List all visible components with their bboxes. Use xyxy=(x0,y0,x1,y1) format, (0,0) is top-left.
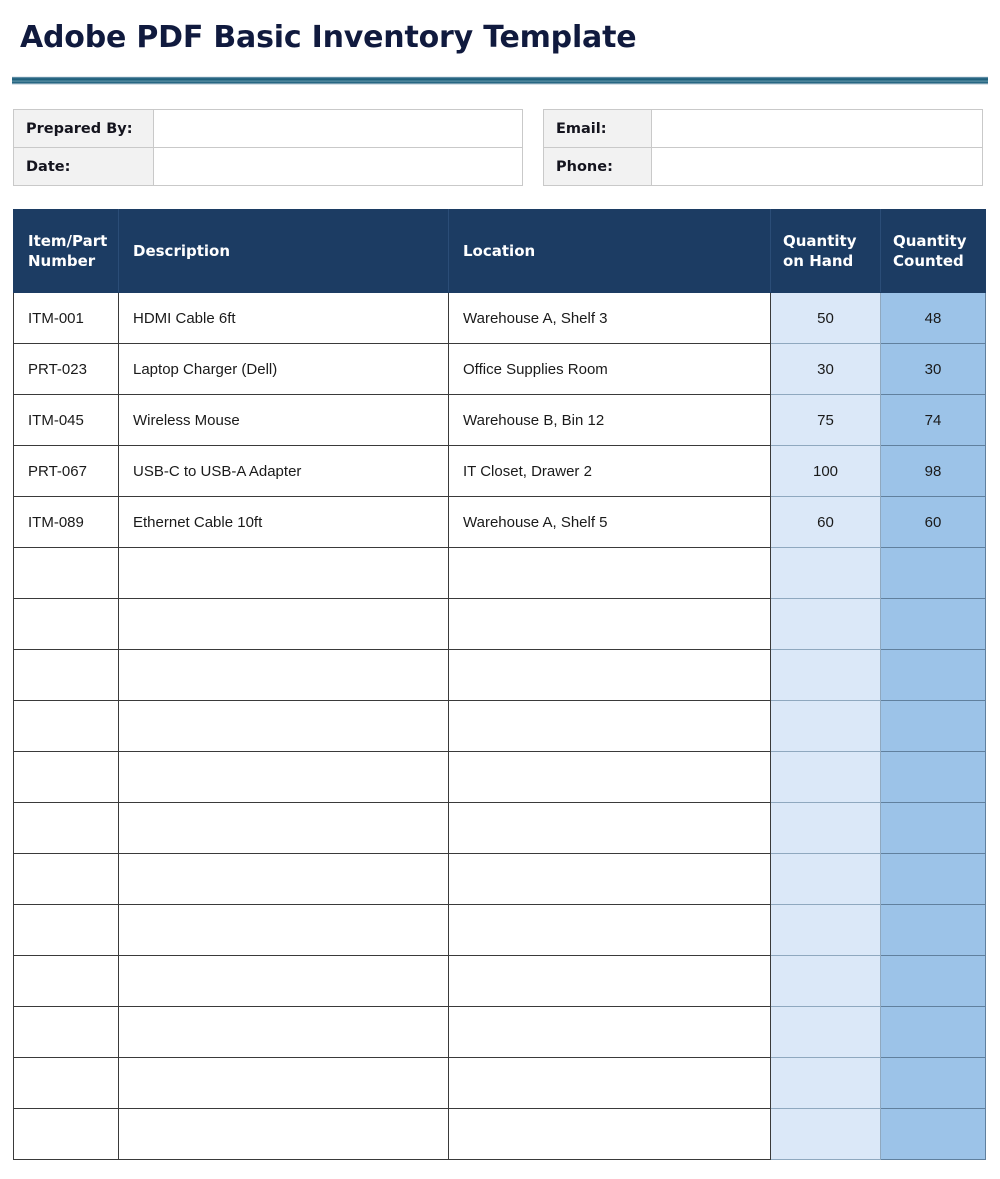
cell-item-part-number[interactable] xyxy=(14,548,119,599)
cell-quantity-on-hand[interactable]: 30 xyxy=(771,344,881,395)
table-row xyxy=(14,548,986,599)
cell-quantity-on-hand[interactable]: 60 xyxy=(771,497,881,548)
cell-quantity-counted[interactable] xyxy=(881,905,986,956)
cell-description[interactable] xyxy=(119,599,449,650)
cell-description[interactable] xyxy=(119,956,449,1007)
cell-item-part-number[interactable]: PRT-067 xyxy=(14,446,119,497)
cell-quantity-on-hand[interactable] xyxy=(771,650,881,701)
cell-quantity-on-hand[interactable] xyxy=(771,1109,881,1160)
cell-item-part-number[interactable] xyxy=(14,599,119,650)
table-row xyxy=(14,701,986,752)
cell-item-part-number[interactable] xyxy=(14,650,119,701)
email-label: Email: xyxy=(544,110,652,148)
cell-location[interactable] xyxy=(449,1109,771,1160)
table-row xyxy=(14,599,986,650)
cell-item-part-number[interactable] xyxy=(14,701,119,752)
table-row xyxy=(14,395,986,446)
cell-location[interactable] xyxy=(449,599,771,650)
table-row xyxy=(14,956,986,1007)
cell-location[interactable] xyxy=(449,803,771,854)
cell-location[interactable]: IT Closet, Drawer 2 xyxy=(449,446,771,497)
cell-location[interactable]: Warehouse B, Bin 12 xyxy=(449,395,771,446)
column-header-location xyxy=(449,210,771,293)
cell-location[interactable] xyxy=(449,905,771,956)
cell-description[interactable] xyxy=(119,905,449,956)
cell-item-part-number[interactable] xyxy=(14,1007,119,1058)
prepared-by-row xyxy=(14,110,523,148)
cell-quantity-counted[interactable] xyxy=(881,701,986,752)
email-row xyxy=(544,110,983,148)
date-row xyxy=(14,148,523,186)
cell-quantity-on-hand[interactable] xyxy=(771,905,881,956)
cell-quantity-counted[interactable]: 30 xyxy=(881,344,986,395)
page-title: Adobe PDF Basic Inventory Template xyxy=(20,20,637,55)
column-header-quantity-counted xyxy=(881,210,986,293)
cell-location[interactable] xyxy=(449,1058,771,1109)
inventory-table-body xyxy=(14,293,986,1160)
header-divider xyxy=(12,76,988,85)
header-line-1: Location xyxy=(463,242,536,260)
inventory-table xyxy=(13,209,986,1160)
cell-quantity-on-hand[interactable] xyxy=(771,599,881,650)
cell-description[interactable] xyxy=(119,854,449,905)
date-input[interactable] xyxy=(154,148,523,186)
prepared-by-input[interactable] xyxy=(154,110,523,148)
cell-quantity-counted[interactable]: 48 xyxy=(881,293,986,344)
cell-quantity-counted[interactable] xyxy=(881,803,986,854)
cell-location[interactable] xyxy=(449,854,771,905)
cell-description[interactable]: USB-C to USB-A Adapter xyxy=(119,446,449,497)
cell-description[interactable] xyxy=(119,650,449,701)
cell-item-part-number[interactable]: ITM-001 xyxy=(14,293,119,344)
cell-quantity-counted[interactable] xyxy=(881,1109,986,1160)
column-header-quantity-on-hand xyxy=(771,210,881,293)
cell-quantity-counted[interactable] xyxy=(881,1007,986,1058)
header-line-1: Quantity xyxy=(893,232,967,250)
header-line-1: Quantity xyxy=(783,232,857,250)
inventory-table-wrap xyxy=(13,209,985,1160)
table-row xyxy=(14,650,986,701)
cell-item-part-number[interactable]: PRT-023 xyxy=(14,344,119,395)
title-block xyxy=(0,0,1000,58)
cell-quantity-on-hand[interactable] xyxy=(771,1007,881,1058)
cell-location[interactable] xyxy=(449,1007,771,1058)
cell-quantity-counted[interactable] xyxy=(881,548,986,599)
cell-quantity-on-hand[interactable] xyxy=(771,1058,881,1109)
prepared-by-table xyxy=(13,109,523,186)
email-input[interactable] xyxy=(652,110,983,148)
cell-quantity-on-hand[interactable] xyxy=(771,701,881,752)
cell-quantity-counted[interactable] xyxy=(881,956,986,1007)
cell-item-part-number[interactable] xyxy=(14,803,119,854)
cell-location[interactable] xyxy=(449,548,771,599)
cell-description[interactable] xyxy=(119,1007,449,1058)
cell-description[interactable] xyxy=(119,1109,449,1160)
table-row xyxy=(14,1007,986,1058)
header-line-2: on Hand xyxy=(783,252,854,270)
cell-description[interactable]: Wireless Mouse xyxy=(119,395,449,446)
cell-quantity-counted[interactable] xyxy=(881,1058,986,1109)
table-row xyxy=(14,1109,986,1160)
date-label: Date: xyxy=(14,148,154,186)
cell-quantity-on-hand[interactable] xyxy=(771,548,881,599)
cell-description[interactable]: Laptop Charger (Dell) xyxy=(119,344,449,395)
header-line-1: Description xyxy=(133,242,231,260)
table-row xyxy=(14,752,986,803)
inventory-table-head xyxy=(14,210,986,293)
cell-item-part-number[interactable] xyxy=(14,956,119,1007)
cell-description[interactable] xyxy=(119,803,449,854)
cell-location[interactable] xyxy=(449,650,771,701)
table-row xyxy=(14,803,986,854)
cell-quantity-on-hand[interactable]: 50 xyxy=(771,293,881,344)
cell-item-part-number[interactable] xyxy=(14,1058,119,1109)
header-line-1: Item/Part xyxy=(28,232,108,250)
cell-quantity-counted[interactable]: 98 xyxy=(881,446,986,497)
cell-quantity-counted[interactable] xyxy=(881,854,986,905)
cell-location[interactable]: Office Supplies Room xyxy=(449,344,771,395)
table-row xyxy=(14,446,986,497)
cell-description[interactable]: HDMI Cable 6ft xyxy=(119,293,449,344)
cell-quantity-on-hand[interactable]: 100 xyxy=(771,446,881,497)
cell-description[interactable] xyxy=(119,548,449,599)
header-line-2: Number xyxy=(28,252,96,270)
table-row xyxy=(14,905,986,956)
cell-location[interactable]: Warehouse A, Shelf 5 xyxy=(449,497,771,548)
table-row xyxy=(14,1058,986,1109)
cell-quantity-on-hand[interactable]: 75 xyxy=(771,395,881,446)
cell-quantity-on-hand[interactable] xyxy=(771,956,881,1007)
table-row xyxy=(14,854,986,905)
cell-item-part-number[interactable] xyxy=(14,752,119,803)
cell-item-part-number[interactable] xyxy=(14,905,119,956)
cell-item-part-number[interactable]: ITM-089 xyxy=(14,497,119,548)
phone-label: Phone: xyxy=(544,148,652,186)
cell-description[interactable] xyxy=(119,1058,449,1109)
cell-item-part-number[interactable] xyxy=(14,1109,119,1160)
cell-location[interactable] xyxy=(449,752,771,803)
cell-quantity-on-hand[interactable] xyxy=(771,854,881,905)
cell-item-part-number[interactable] xyxy=(14,854,119,905)
column-header-description xyxy=(119,210,449,293)
cell-quantity-on-hand[interactable] xyxy=(771,803,881,854)
cell-location[interactable]: Warehouse A, Shelf 3 xyxy=(449,293,771,344)
cell-quantity-counted[interactable] xyxy=(881,752,986,803)
header-row xyxy=(14,210,986,293)
phone-input[interactable] xyxy=(652,148,983,186)
column-header-item-part-number xyxy=(14,210,119,293)
cell-quantity-counted[interactable]: 60 xyxy=(881,497,986,548)
phone-row xyxy=(544,148,983,186)
cell-location[interactable] xyxy=(449,701,771,752)
cell-description[interactable] xyxy=(119,701,449,752)
prepared-by-label: Prepared By: xyxy=(14,110,154,148)
cell-quantity-counted[interactable] xyxy=(881,650,986,701)
cell-quantity-on-hand[interactable] xyxy=(771,752,881,803)
table-row xyxy=(14,293,986,344)
table-row xyxy=(14,497,986,548)
cell-quantity-counted[interactable] xyxy=(881,599,986,650)
divider-bar xyxy=(12,76,988,85)
table-row xyxy=(14,344,986,395)
info-fields-row xyxy=(0,109,1000,186)
cell-item-part-number[interactable]: ITM-045 xyxy=(14,395,119,446)
cell-description[interactable] xyxy=(119,752,449,803)
cell-location[interactable] xyxy=(449,956,771,1007)
contact-table xyxy=(543,109,983,186)
cell-quantity-counted[interactable]: 74 xyxy=(881,395,986,446)
cell-description[interactable]: Ethernet Cable 10ft xyxy=(119,497,449,548)
header-line-2: Counted xyxy=(893,252,964,270)
